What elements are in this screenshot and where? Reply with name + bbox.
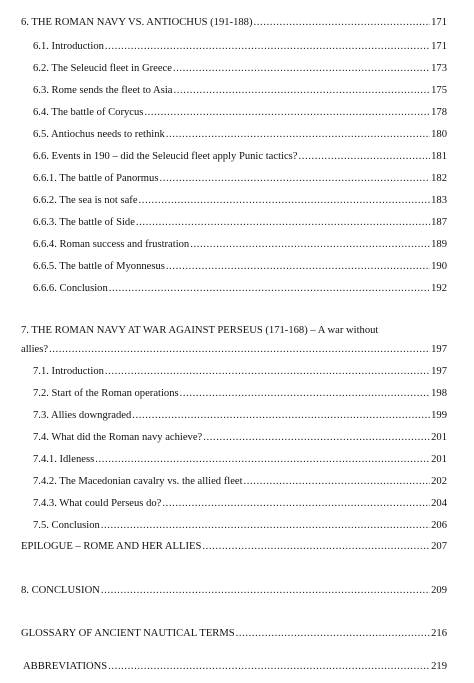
- toc-entry-title: 6.1. Introduction: [33, 41, 104, 52]
- toc-entry-6-6-3: [33, 215, 447, 231]
- toc-entry-6-6-6: [33, 281, 447, 297]
- toc-entry-page: 199: [431, 410, 447, 421]
- dot-leader: [244, 474, 431, 490]
- toc-entry-title: 7.1. Introduction: [33, 366, 104, 377]
- toc-entry-page: 201: [431, 432, 447, 443]
- toc-entry-title: 7.2. Start of the Roman operations: [33, 388, 179, 399]
- toc-entry-page: 187: [431, 217, 447, 228]
- dot-leader: [101, 583, 430, 599]
- dot-leader: [190, 237, 430, 253]
- toc-entry-title: 7.4.3. What could Perseus do?: [33, 498, 162, 509]
- toc-entry-page: 197: [431, 366, 447, 377]
- dot-leader: [236, 626, 430, 642]
- toc-entry-title: 6.5. Antiochus needs to rethink: [33, 129, 165, 140]
- dot-leader: [254, 15, 431, 31]
- toc-entry-title: 6.6.2. The sea is not safe: [33, 195, 138, 206]
- toc-entry-title: 6.4. The battle of Corycus: [33, 107, 144, 118]
- toc-entry-page: 192: [431, 283, 447, 294]
- toc-entry-6-5: [33, 127, 447, 143]
- toc-entry-7-1: [33, 364, 447, 380]
- toc-entry-title: 7.4. What did the Roman navy achieve?: [33, 432, 203, 443]
- toc-entry-page: 175: [431, 85, 447, 96]
- toc-entry-page: 182: [431, 173, 447, 184]
- dot-leader: [173, 83, 430, 99]
- dot-leader: [132, 408, 430, 424]
- toc-entry-title: 6.6.6. Conclusion: [33, 283, 108, 294]
- toc-entry-page: 189: [431, 239, 447, 250]
- toc-entry-7-4: [33, 430, 447, 446]
- toc-entry-title: 6.6.5. The battle of Myonnesus: [33, 261, 165, 272]
- dot-leader: [108, 659, 430, 675]
- toc-entry-7-2: [33, 386, 447, 402]
- toc-entry-title: 7.4.2. The Macedonian cavalry vs. the allied fleet: [33, 476, 243, 487]
- dot-leader: [203, 430, 430, 446]
- toc-entry-epilogue: [21, 539, 447, 555]
- toc-entry-abbreviations: [23, 659, 447, 675]
- toc-entry-7-5: [33, 518, 447, 534]
- dot-leader: [95, 452, 430, 468]
- toc-entry-title: 7.3. Allies downgraded: [33, 410, 132, 421]
- toc-entry-page: 197: [431, 344, 447, 355]
- toc-entry-7-4-3: [33, 496, 447, 512]
- toc-entry-chapter-8: [21, 583, 447, 599]
- toc-entry-page: 183: [431, 195, 447, 206]
- toc-entry-6-6-1: [33, 171, 447, 187]
- dot-leader: [166, 259, 430, 275]
- toc-entry-page: 206: [431, 520, 447, 531]
- toc-entry-6-6: [33, 149, 447, 165]
- toc-entry-6-6-2: [33, 193, 447, 209]
- toc-entry-glossary: [21, 626, 447, 642]
- dot-leader: [202, 539, 430, 555]
- dot-leader: [144, 105, 430, 121]
- toc-entry-title: GLOSSARY OF ANCIENT NAUTICAL TERMS: [21, 628, 235, 639]
- dot-leader: [166, 127, 430, 143]
- toc-entry-page: 171: [431, 17, 447, 28]
- toc-entry-chapter-6: [21, 15, 447, 31]
- toc-entry-6-1: [33, 39, 447, 55]
- dot-leader: [136, 215, 430, 231]
- toc-entry-title: 6.6.3. The battle of Side: [33, 217, 135, 228]
- toc-entry-chapter-7-title: 7. THE ROMAN NAVY AT WAR AGAINST PERSEUS (171-168) – A war without: [21, 325, 379, 336]
- toc-entry-title: 7.4.1. Idleness: [33, 454, 95, 465]
- toc-entry-page: 198: [431, 388, 447, 399]
- toc-entry-6-6-5: [33, 259, 447, 275]
- toc-entry-page: 180: [431, 129, 447, 140]
- toc-entry-page: 204: [431, 498, 447, 509]
- toc-entry-page: 207: [431, 541, 447, 552]
- toc-entry-title: ABBREVIATIONS: [23, 661, 108, 672]
- dot-leader: [162, 496, 430, 512]
- dot-leader: [109, 281, 430, 297]
- dot-leader: [180, 386, 430, 402]
- toc-entry-title: 7.5. Conclusion: [33, 520, 100, 531]
- toc-entry-6-6-4: [33, 237, 447, 253]
- toc-entry-page: 216: [431, 628, 447, 639]
- toc-entry-page: 201: [431, 454, 447, 465]
- toc-entry-title: 6.6.1. The battle of Panormus: [33, 173, 159, 184]
- toc-entry-6-4: [33, 105, 447, 121]
- toc-entry-page: 178: [431, 107, 447, 118]
- dot-leader: [101, 518, 430, 534]
- toc-entry-chapter-7: [21, 342, 447, 358]
- dot-leader: [105, 39, 430, 55]
- toc-entry-page: 181: [431, 151, 447, 162]
- toc-entry-7-4-2: [33, 474, 447, 490]
- toc-entry-title: 6.2. The Seleucid fleet in Greece: [33, 63, 172, 74]
- toc-entry-page: 219: [431, 661, 447, 672]
- dot-leader: [299, 149, 431, 165]
- dot-leader: [173, 61, 430, 77]
- toc-entry-page: 202: [431, 476, 447, 487]
- toc-entry-title: 6.3. Rome sends the fleet to Asia: [33, 85, 173, 96]
- toc-entry-6-2: [33, 61, 447, 77]
- toc-entry-page: 209: [431, 585, 447, 596]
- toc-entry-title: 6. THE ROMAN NAVY VS. ANTIOCHUS (191-188): [21, 17, 253, 28]
- toc-entry-page: 190: [431, 261, 447, 272]
- toc-entry-title: 6.6. Events in 190 – did the Seleucid fleet apply Punic tactics?: [33, 151, 298, 162]
- toc-entry-page: 173: [431, 63, 447, 74]
- toc-entry-page: 171: [431, 41, 447, 52]
- toc-entry-title: 6.6.4. Roman success and frustration: [33, 239, 190, 250]
- dot-leader: [139, 193, 431, 209]
- toc-entry-title: EPILOGUE – ROME AND HER ALLIES: [21, 541, 202, 552]
- toc-entry-title: allies?: [21, 344, 49, 355]
- dot-leader: [49, 342, 430, 358]
- toc-entry-title: 8. CONCLUSION: [21, 585, 100, 596]
- dot-leader: [105, 364, 430, 380]
- toc-entry-7-3: [33, 408, 447, 424]
- dot-leader: [159, 171, 430, 187]
- toc-entry-7-4-1: [33, 452, 447, 468]
- toc-entry-6-3: [33, 83, 447, 99]
